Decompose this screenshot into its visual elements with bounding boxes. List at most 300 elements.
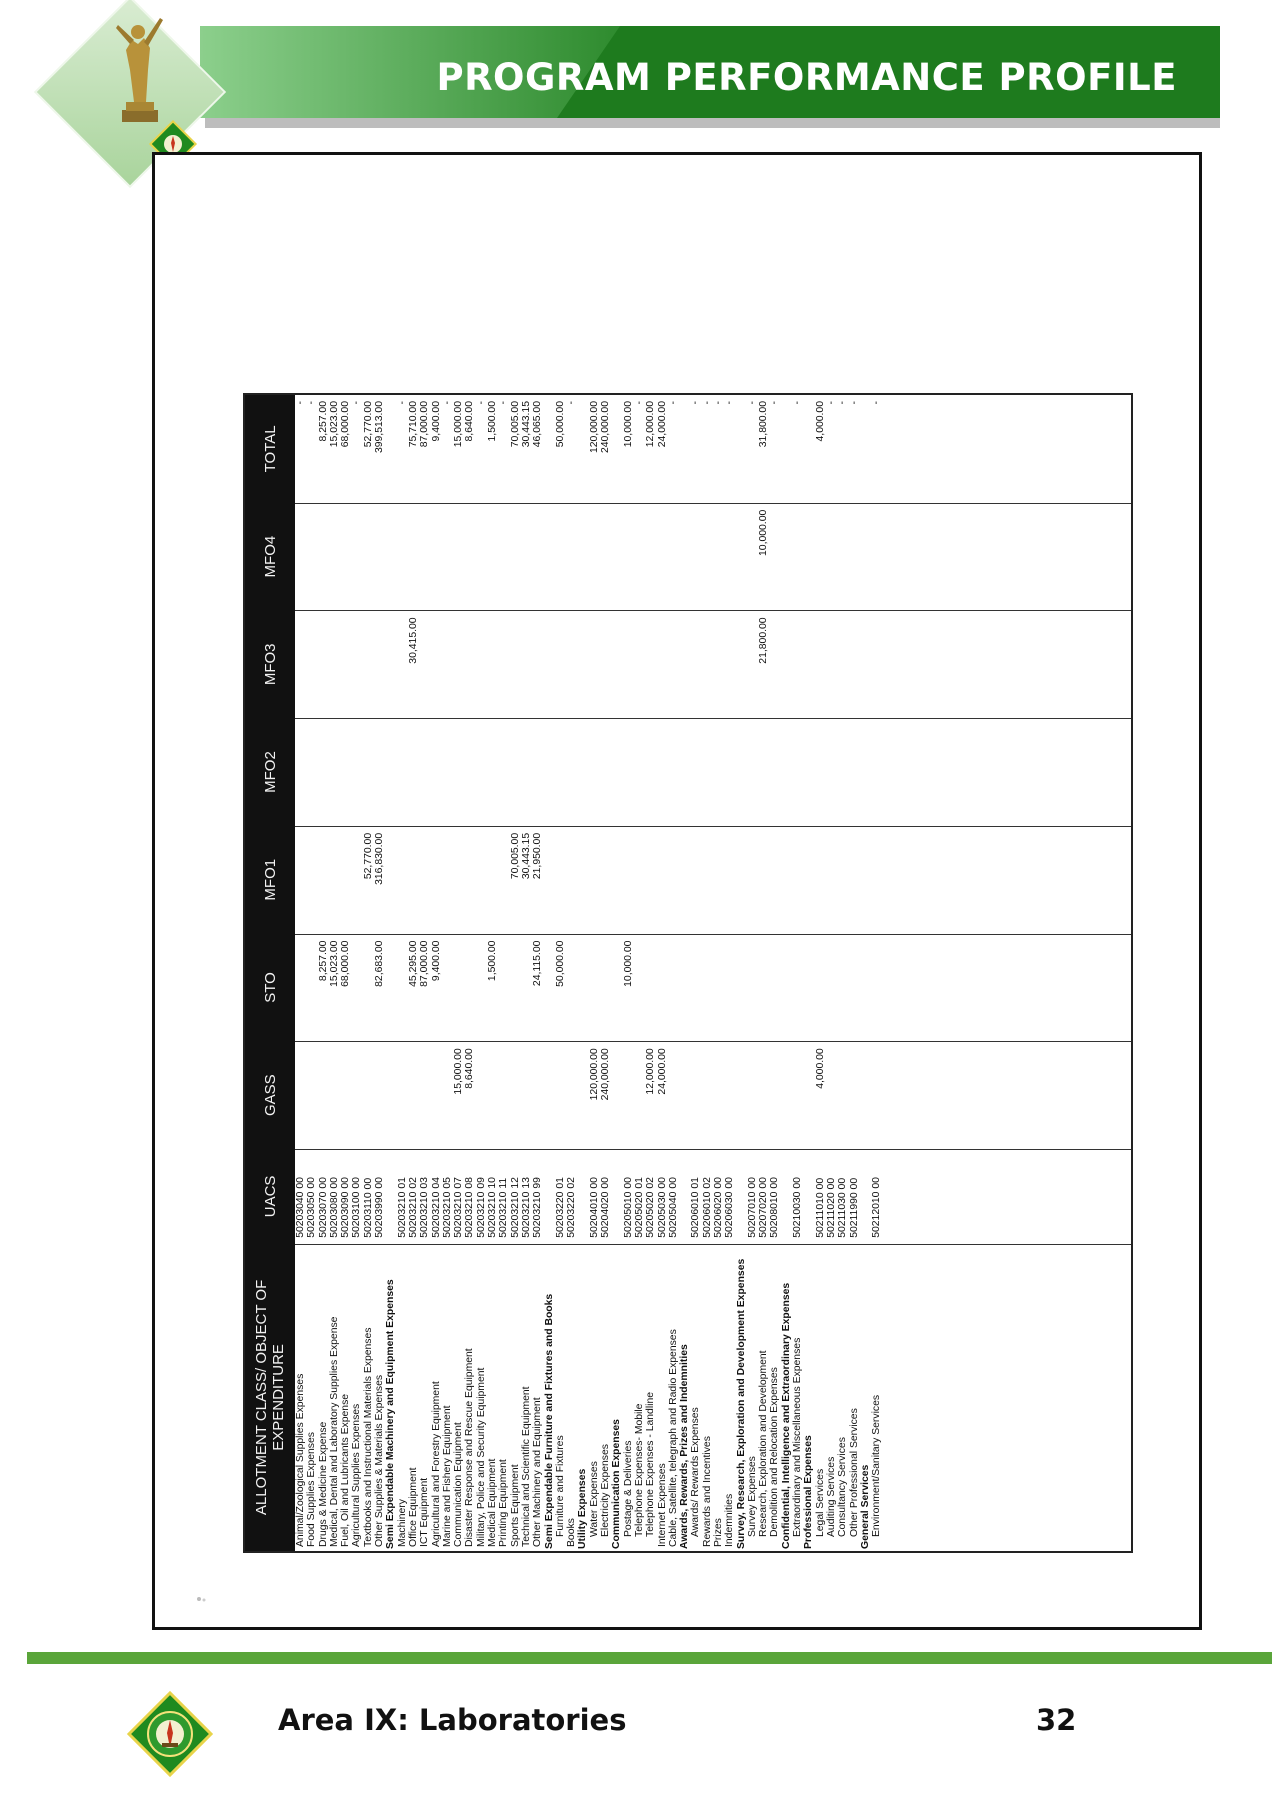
table-cell-total: - (746, 401, 758, 405)
budget-table (243, 393, 1133, 1553)
table-cell-uacs: 50212010 00 (871, 1177, 883, 1238)
table-cell-mfo4 (555, 504, 566, 611)
table-cell-sto (385, 935, 396, 1042)
table-cell-gass (634, 1042, 645, 1149)
table-cell-mfo3 (544, 611, 555, 718)
table-cell-uacs: 50203210 07 (453, 1177, 465, 1238)
table-cell-uacs: 50203210 12 (509, 1177, 521, 1238)
table-cell-total (679, 395, 690, 503)
table-cell-mfo4 (837, 504, 848, 611)
university-seal-icon (124, 1688, 216, 1780)
table-cell-mfo1 (860, 827, 871, 934)
table-cell-mfo3 (611, 611, 622, 718)
table-cell-gass (736, 1042, 747, 1149)
table-cell-mfo1 (498, 827, 509, 934)
table-cell-mfo3 (340, 611, 351, 718)
page-number: 32 (1036, 1703, 1077, 1737)
table-cell-mfo1 (645, 827, 656, 934)
header-mfo4: MFO4 (261, 535, 279, 578)
table-cell-obj: Auditing Services (825, 1456, 837, 1537)
table-cell-sto (803, 935, 814, 1042)
table-cell-mfo2 (340, 719, 351, 826)
table-cell-mfo2 (453, 719, 464, 826)
table-cell-mfo4 (532, 504, 543, 611)
table-cell-uacs: 50211010 00 (814, 1177, 826, 1238)
table-cell-obj: Disaster Response and Rescue Equipment (464, 1348, 476, 1547)
table-cell-mfo1 (419, 827, 430, 934)
table-cell-total (736, 395, 747, 503)
table-cell-mfo3 (781, 611, 792, 718)
table-cell-mfo1 (577, 827, 588, 934)
scanned-document-frame (152, 152, 1202, 1630)
table-cell-uacs: 50205020 02 (645, 1177, 657, 1238)
table-cell-sto: 50,000.00 (554, 940, 566, 987)
table-cell-mfo3 (329, 611, 340, 718)
table-cell-obj: Agricultural Supplies Expenses (351, 1403, 363, 1547)
table-cell-total: - (871, 401, 883, 405)
table-cell-mfo2 (476, 719, 487, 826)
table-cell-mfo1 (589, 827, 600, 934)
table-cell-mfo2 (781, 719, 792, 826)
table-cell-mfo4: 10,000.00 (758, 509, 770, 556)
table-cell-gass: 240,000.00 (600, 1048, 612, 1101)
table-cell-gass (510, 1042, 521, 1149)
table-cell-mfo1 (826, 827, 837, 934)
table-cell-mfo1 (408, 827, 419, 934)
header-shadow (205, 118, 1220, 128)
table-cell-total: 120,000.00 (588, 401, 600, 454)
table-cell-gass: 8,640.00 (464, 1048, 476, 1089)
header-object: ALLOTMENT CLASS/ OBJECT OF EXPENDITURE (253, 1279, 287, 1516)
table-cell-mfo3 (679, 611, 690, 718)
table-cell-mfo2 (397, 719, 408, 826)
table-cell-uacs: 50203210 11 (498, 1177, 510, 1238)
table-cell-mfo1 (679, 827, 690, 934)
table-cell-mfo1 (657, 827, 668, 934)
table-cell-mfo4 (306, 504, 317, 611)
table-cell-gass (498, 1042, 509, 1149)
table-cell-gass (871, 1042, 882, 1149)
table-cell-mfo2 (769, 719, 780, 826)
table-cell-sto: 82,683.00 (374, 940, 386, 987)
table-cell-mfo4 (363, 504, 374, 611)
header-gass: GASS (261, 1074, 279, 1117)
table-cell-mfo4 (724, 504, 735, 611)
table-cell-sto (566, 935, 577, 1042)
rotated-table-container (243, 393, 1133, 1553)
table-cell-mfo3 (577, 611, 588, 718)
table-cell-mfo1 (397, 827, 408, 934)
table-cell-mfo3 (657, 611, 668, 718)
table-cell-mfo4 (736, 504, 747, 611)
table-cell-total: - (769, 401, 781, 405)
table-cell-mfo2 (860, 719, 871, 826)
table-cell-mfo4 (464, 504, 475, 611)
table-cell-sto (544, 935, 555, 1042)
table-cell-gass (431, 1042, 442, 1149)
table-cell-total: - (848, 401, 860, 405)
table-cell-sto (679, 935, 690, 1042)
table-cell-obj: Fuel, Oil and Lubricants Expense (340, 1393, 352, 1547)
table-cell-sto (713, 935, 724, 1042)
table-cell-obj: Telephone Expenses - Landline (645, 1392, 657, 1537)
table-cell-mfo2 (363, 719, 374, 826)
table-cell-mfo3 (747, 611, 758, 718)
table-cell-mfo1 (453, 827, 464, 934)
table-cell-total: 52,770.00 (362, 401, 374, 448)
table-cell-mfo4 (295, 504, 306, 611)
table-cell-mfo1: 70,005.00 (509, 832, 521, 880)
table-cell-uacs (544, 1150, 555, 1244)
table-cell-total: - (792, 401, 804, 405)
table-cell-sto (295, 935, 306, 1042)
column-mfo2 (295, 718, 1131, 826)
table-cell-mfo3 (318, 611, 329, 718)
table-cell-obj: Other Machinery and Equipment (532, 1397, 544, 1547)
table-cell-mfo3 (532, 611, 543, 718)
table-cell-sto (769, 935, 780, 1042)
table-cell-gass (329, 1042, 340, 1149)
table-cell-mfo1 (318, 827, 329, 934)
table-cell-total: 12,000.00 (645, 401, 657, 448)
table-cell-obj: Telephone Expenses- Mobile (633, 1403, 645, 1537)
table-cell-mfo2 (374, 719, 385, 826)
table-cell-obj: Research, Exploration and Development (758, 1350, 770, 1537)
table-cell-mfo1 (747, 827, 758, 934)
table-cell-total: - (351, 401, 363, 405)
table-cell-gass (702, 1042, 713, 1149)
table-cell-total: 240,000.00 (600, 401, 612, 454)
table-cell-sto (521, 935, 532, 1042)
table-cell-uacs (679, 1150, 690, 1244)
table-cell-mfo3 (589, 611, 600, 718)
table-header-row (245, 395, 295, 1551)
table-cell-uacs: 50203210 01 (396, 1177, 408, 1238)
table-cell-mfo3 (487, 611, 498, 718)
table-cell-uacs: 50203100 00 (351, 1177, 363, 1238)
table-cell-mfo3: 30,415.00 (407, 617, 419, 664)
table-cell-mfo4 (476, 504, 487, 611)
table-cell-sto (837, 935, 848, 1042)
table-cell-sto (758, 935, 769, 1042)
table-cell-obj: Utility Expenses (577, 1468, 589, 1549)
column-mfo3 (295, 610, 1131, 718)
table-cell-mfo2 (758, 719, 769, 826)
table-cell-mfo4 (769, 504, 780, 611)
table-cell-mfo1 (351, 827, 362, 934)
table-cell-total: 87,000.00 (419, 401, 431, 448)
table-cell-gass (611, 1042, 622, 1149)
table-cell-obj: Technical and Scientific Equipment (520, 1386, 532, 1547)
table-cell-mfo2 (634, 719, 645, 826)
table-cell-uacs: 50211990 00 (848, 1177, 860, 1238)
column-sto (295, 934, 1131, 1042)
footer-area-label: Area IX: Laboratories (278, 1703, 627, 1737)
table-cell-mfo4 (385, 504, 396, 611)
table-cell-mfo2 (611, 719, 622, 826)
table-cell-sto (871, 935, 882, 1042)
table-cell-mfo3 (668, 611, 679, 718)
table-cell-total: 50,000.00 (554, 401, 566, 448)
table-cell-mfo2 (510, 719, 521, 826)
table-cell-gass (318, 1042, 329, 1149)
table-cell-mfo4 (374, 504, 385, 611)
table-cell-gass (803, 1042, 814, 1149)
table-cell-gass (397, 1042, 408, 1149)
table-cell-mfo3 (702, 611, 713, 718)
table-cell-sto (849, 935, 860, 1042)
table-cell-mfo4 (623, 504, 634, 611)
table-cell-mfo4 (419, 504, 430, 611)
table-cell-obj: Rewards and Incentives (701, 1436, 713, 1547)
table-cell-mfo1 (724, 827, 735, 934)
table-cell-mfo2 (837, 719, 848, 826)
column-mfo1 (295, 826, 1131, 934)
table-cell-mfo2 (566, 719, 577, 826)
table-cell-mfo3 (453, 611, 464, 718)
table-cell-mfo2 (385, 719, 396, 826)
table-cell-obj: Environment/Sanitary Services (871, 1394, 883, 1537)
table-cell-sto: 45,295.00 (407, 940, 419, 987)
table-cell-mfo2 (351, 719, 362, 826)
table-cell-sto: 8,257.00 (317, 940, 329, 982)
table-cell-uacs: 50206030 00 (724, 1177, 736, 1238)
table-cell-total: 31,800.00 (758, 401, 770, 448)
table-cell-obj: Communication Expenses (611, 1419, 623, 1549)
table-cell-obj: Demolition and Relocation Expenses (769, 1367, 781, 1537)
table-cell-mfo3 (476, 611, 487, 718)
table-cell-uacs: 50211020 00 (825, 1177, 837, 1238)
table-cell-mfo4 (690, 504, 701, 611)
table-cell-mfo3 (431, 611, 442, 718)
table-cell-gass (408, 1042, 419, 1149)
table-cell-uacs: 50203210 04 (430, 1177, 442, 1238)
table-cell-total (860, 395, 871, 503)
table-cell-sto: 1,500.00 (487, 940, 499, 982)
table-cell-mfo1 (690, 827, 701, 934)
table-cell-mfo1 (781, 827, 792, 934)
table-cell-mfo3 (498, 611, 509, 718)
table-cell-obj: Medical, Dental and Laboratory Supplies Expense (328, 1316, 340, 1547)
table-cell-uacs (781, 1150, 792, 1244)
table-cell-uacs (736, 1150, 747, 1244)
column-uacs (295, 1149, 1131, 1244)
table-cell-mfo2 (577, 719, 588, 826)
table-cell-gass (747, 1042, 758, 1149)
table-cell-mfo1: 52,770.00 (362, 832, 374, 880)
table-cell-sto (351, 935, 362, 1042)
table-cell-sto (792, 935, 803, 1042)
table-cell-obj: Consultancy Services (837, 1437, 849, 1537)
table-cell-sto (510, 935, 521, 1042)
table-cell-obj: Semi Expendable Machinery and Equipment Expenses (385, 1279, 397, 1549)
table-cell-gass: 12,000.00 (645, 1048, 657, 1095)
table-cell-mfo3 (690, 611, 701, 718)
column-total (295, 395, 1131, 503)
table-cell-sto (860, 935, 871, 1042)
table-cell-obj: Sports Equipment (509, 1464, 521, 1547)
table-cell-mfo3: 21,800.00 (758, 617, 770, 664)
table-cell-gass (374, 1042, 385, 1149)
table-cell-sto (363, 935, 374, 1042)
table-cell-gass (555, 1042, 566, 1149)
table-cell-obj: Legal Services (814, 1468, 826, 1537)
table-cell-mfo1 (555, 827, 566, 934)
header-uacs: UACS (261, 1175, 279, 1218)
table-cell-uacs: 50203220 02 (566, 1177, 578, 1238)
table-cell-obj: Agricultural and Forestry Equipment (430, 1381, 442, 1547)
table-cell-mfo2 (826, 719, 837, 826)
table-cell-gass: 120,000.00 (588, 1048, 600, 1101)
table-cell-uacs: 50206010 02 (701, 1177, 713, 1238)
table-cell-mfo4 (431, 504, 442, 611)
table-cell-mfo2 (713, 719, 724, 826)
table-cell-mfo3 (634, 611, 645, 718)
table-cell-obj: Professional Expenses (803, 1435, 815, 1549)
table-cell-total: - (295, 401, 306, 405)
table-cell-gass (826, 1042, 837, 1149)
table-cell-mfo3 (374, 611, 385, 718)
table-cell-total: - (712, 401, 724, 405)
table-cell-mfo4 (340, 504, 351, 611)
table-cell-mfo3 (871, 611, 882, 718)
table-cell-mfo3 (306, 611, 317, 718)
table-cell-mfo2 (544, 719, 555, 826)
table-cell-mfo2 (318, 719, 329, 826)
table-cell-sto (657, 935, 668, 1042)
table-cell-total: - (701, 401, 713, 405)
table-cell-mfo3 (713, 611, 724, 718)
table-cell-gass (544, 1042, 555, 1149)
table-cell-obj: ICT Equipment (419, 1477, 431, 1547)
table-cell-sto (589, 935, 600, 1042)
table-cell-total: 1,500.00 (487, 401, 499, 442)
table-cell-gass (849, 1042, 860, 1149)
table-cell-mfo1 (623, 827, 634, 934)
table-cell-obj: Water Expenses (588, 1461, 600, 1537)
table-cell-total: 399,513.00 (374, 401, 386, 454)
table-cell-obj: Machinery (396, 1499, 408, 1547)
table-cell-mfo2 (623, 719, 634, 826)
table-cell-mfo3 (837, 611, 848, 718)
table-cell-mfo3 (769, 611, 780, 718)
table-cell-mfo2 (724, 719, 735, 826)
table-cell-uacs: 50207010 00 (746, 1177, 758, 1238)
table-cell-mfo2 (408, 719, 419, 826)
table-cell-mfo4 (668, 504, 679, 611)
table-cell-total: - (837, 401, 849, 405)
table-cell-mfo1 (668, 827, 679, 934)
table-cell-mfo4 (871, 504, 882, 611)
table-cell-mfo4 (611, 504, 622, 611)
table-cell-mfo2 (464, 719, 475, 826)
table-cell-total: - (633, 401, 645, 405)
footer-rule (27, 1652, 1272, 1664)
table-cell-mfo4 (600, 504, 611, 611)
table-cell-gass (769, 1042, 780, 1149)
table-cell-mfo4 (860, 504, 871, 611)
table-cell-mfo2 (690, 719, 701, 826)
table-cell-sto (826, 935, 837, 1042)
table-cell-mfo1 (611, 827, 622, 934)
table-cell-uacs: 50205040 00 (667, 1177, 679, 1238)
table-cell-mfo3 (860, 611, 871, 718)
table-cell-mfo3 (566, 611, 577, 718)
table-cell-gass (306, 1042, 317, 1149)
table-cell-sto (815, 935, 826, 1042)
table-cell-mfo2 (431, 719, 442, 826)
table-cell-mfo3 (623, 611, 634, 718)
table-cell-mfo1 (442, 827, 453, 934)
table-cell-mfo2 (555, 719, 566, 826)
table-cell-uacs: 50205020 01 (633, 1177, 645, 1238)
table-cell-mfo2 (645, 719, 656, 826)
table-cell-mfo2 (736, 719, 747, 826)
table-cell-total: - (667, 401, 679, 405)
table-cell-gass (295, 1042, 306, 1149)
table-cell-gass (521, 1042, 532, 1149)
table-cell-mfo1 (600, 827, 611, 934)
table-cell-mfo3 (792, 611, 803, 718)
table-cell-mfo1: 21,950.00 (532, 832, 544, 880)
table-cell-total (577, 395, 588, 503)
table-cell-mfo3 (600, 611, 611, 718)
table-cell-gass (713, 1042, 724, 1149)
table-cell-obj: Extraordinary and Miscellaneous Expenses (792, 1337, 804, 1537)
page-title: PROGRAM PERFORMANCE PROFILE (436, 56, 1177, 99)
table-cell-total: - (724, 401, 736, 405)
table-cell-gass (679, 1042, 690, 1149)
table-cell-mfo4 (498, 504, 509, 611)
table-cell-mfo4 (521, 504, 532, 611)
table-cell-mfo3 (510, 611, 521, 718)
table-cell-gass (781, 1042, 792, 1149)
table-cell-uacs: 50207020 00 (758, 1177, 770, 1238)
table-cell-sto: 10,000.00 (622, 940, 634, 987)
table-cell-sto (645, 935, 656, 1042)
table-cell-mfo1 (803, 827, 814, 934)
table-cell-mfo2 (532, 719, 543, 826)
table-cell-obj: Other Supplies & Materials Expenses (374, 1374, 386, 1547)
table-cell-mfo2 (702, 719, 713, 826)
table-cell-uacs: 50210030 00 (792, 1177, 804, 1238)
table-cell-obj: Prizes (712, 1518, 724, 1547)
table-cell-mfo3 (363, 611, 374, 718)
table-cell-mfo4 (566, 504, 577, 611)
table-cell-sto (464, 935, 475, 1042)
table-cell-mfo2 (521, 719, 532, 826)
table-cell-mfo4 (510, 504, 521, 611)
table-cell-uacs: 50203210 13 (520, 1177, 532, 1238)
table-cell-gass (476, 1042, 487, 1149)
table-cell-mfo4 (702, 504, 713, 611)
table-cell-gass: 4,000.00 (814, 1048, 826, 1089)
table-cell-mfo1 (736, 827, 747, 934)
table-cell-total: - (825, 401, 837, 405)
table-cell-mfo4 (679, 504, 690, 611)
table-cell-total: - (441, 401, 453, 405)
table-cell-uacs: 50205010 00 (622, 1177, 634, 1238)
table-cell-gass (860, 1042, 871, 1149)
table-cell-mfo4 (803, 504, 814, 611)
table-cell-total: 30,443.15 (520, 401, 532, 448)
table-cell-mfo1 (634, 827, 645, 934)
table-cell-mfo2 (792, 719, 803, 826)
table-cell-mfo4 (318, 504, 329, 611)
table-cell-uacs: 50203210 03 (419, 1177, 431, 1238)
table-cell-mfo4 (408, 504, 419, 611)
table-cell-total (611, 395, 622, 503)
